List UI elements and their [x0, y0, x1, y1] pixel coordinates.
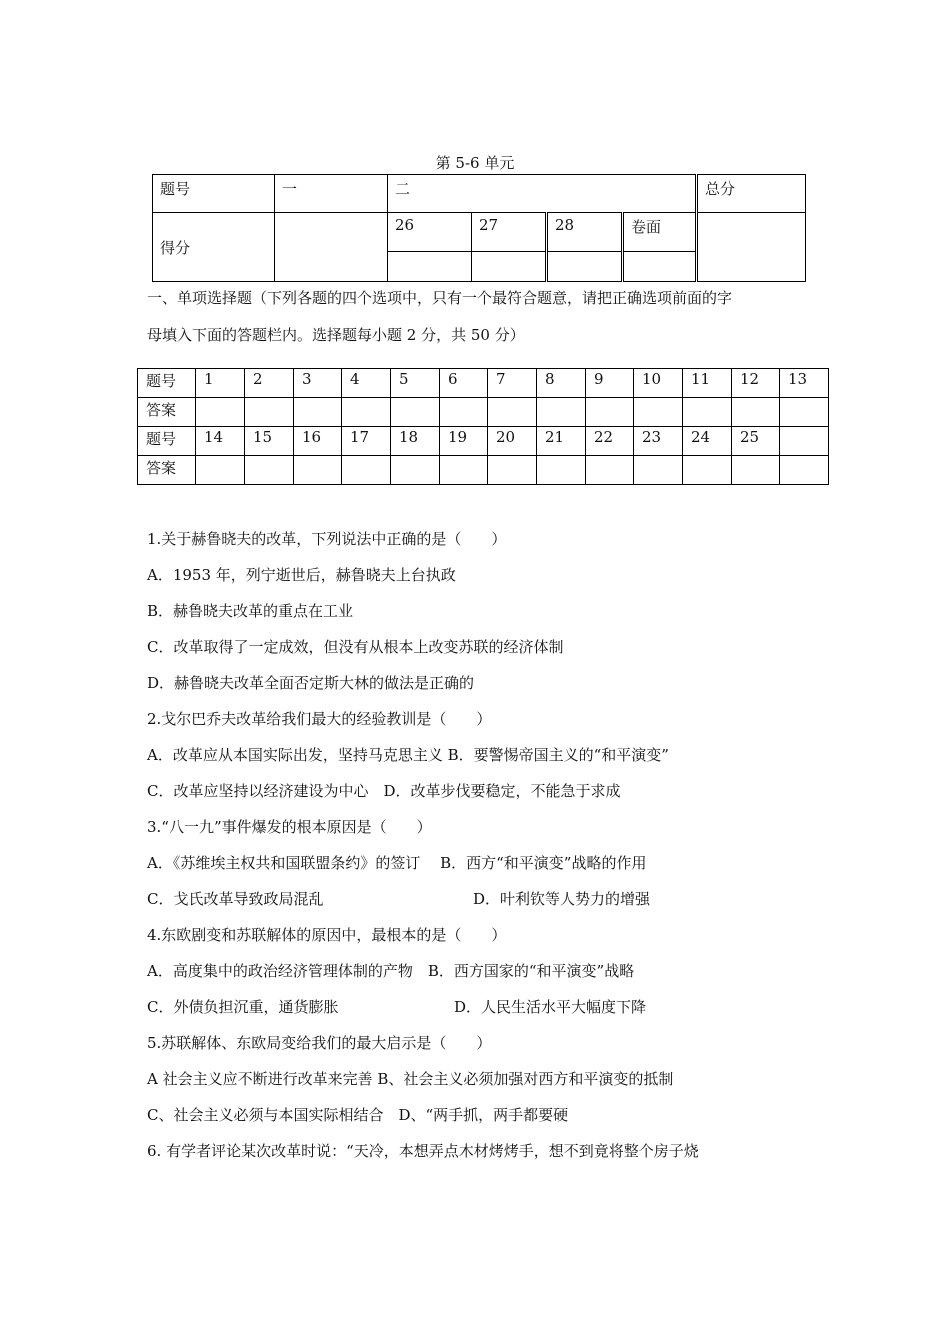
- score-part-one: 一: [275, 175, 388, 213]
- question-number: 5: [391, 369, 440, 398]
- answer-cell[interactable]: [245, 398, 294, 427]
- score-col-juanmian: 卷面: [623, 213, 697, 252]
- question-2-stem: 2.戈尔巴乔夫改革给我们最大的经验教训是（ ）: [147, 710, 492, 728]
- question-4-options-ab: A．高度集中的政治经济管理体制的产物 B．西方国家的“和平演变”战略: [147, 962, 635, 980]
- score-cell-juanmian[interactable]: [623, 252, 697, 282]
- question-number: 18: [391, 427, 440, 456]
- answer-grid-answer-row: [138, 456, 829, 485]
- question-number: 20: [488, 427, 537, 456]
- answer-grid-label: 题号: [138, 427, 196, 456]
- question-3-stem: 3.“八一九”事件爆发的根本原因是（ ）: [147, 818, 432, 836]
- answer-cell[interactable]: [196, 456, 245, 485]
- answer-cell[interactable]: [683, 456, 732, 485]
- question-1-stem: 1.关于赫鲁晓夫的改革，下列说法中正确的是（ ）: [147, 530, 507, 548]
- answer-cell[interactable]: [780, 398, 829, 427]
- question-number: 6: [440, 369, 488, 398]
- score-label-defen: 得分: [153, 213, 275, 282]
- answer-cell[interactable]: [196, 398, 245, 427]
- page-title: 第 5-6 单元: [435, 154, 515, 172]
- question-number: 23: [634, 427, 683, 456]
- answer-grid-label: 答案: [138, 456, 196, 485]
- answer-cell[interactable]: [391, 456, 440, 485]
- score-table: [152, 174, 806, 282]
- question-number: 22: [586, 427, 634, 456]
- answer-cell[interactable]: [440, 456, 488, 485]
- question-number: 24: [683, 427, 732, 456]
- question-number: 13: [780, 369, 829, 398]
- answer-cell[interactable]: [586, 398, 634, 427]
- answer-cell[interactable]: [342, 398, 391, 427]
- answer-grid-label: 答案: [138, 398, 196, 427]
- answer-cell[interactable]: [294, 398, 342, 427]
- question-number: 10: [634, 369, 683, 398]
- question-4-option-c: C．外债负担沉重，通货膨胀: [147, 998, 339, 1016]
- question-number: 21: [537, 427, 586, 456]
- question-3-options-ab: A．《苏维埃主权共和国联盟条约》的签订 B．西方“和平演变”战略的作用: [147, 854, 647, 872]
- section-one-instructions-line1: 一、单项选择题（下列各题的四个选项中，只有一个最符合题意，请把正确选项前面的字: [147, 289, 733, 307]
- score-part-two: 二: [388, 175, 697, 213]
- question-number: 2: [245, 369, 294, 398]
- answer-cell[interactable]: [440, 398, 488, 427]
- score-cell-28[interactable]: [547, 252, 623, 282]
- answer-cell[interactable]: [732, 398, 780, 427]
- score-label-tihao: 题号: [153, 175, 275, 213]
- answer-cell[interactable]: [488, 398, 537, 427]
- question-number: 3: [294, 369, 342, 398]
- question-5-options-ab: A 社会主义应不断进行改革来完善 B、社会主义必须加强对西方和平演变的抵制: [147, 1070, 674, 1088]
- question-number: 1: [196, 369, 245, 398]
- score-cell-total[interactable]: [697, 213, 806, 282]
- answer-cell[interactable]: [683, 398, 732, 427]
- question-1-option-d: D．赫鲁晓夫改革全面否定斯大林的做法是正确的: [147, 674, 475, 692]
- question-number: 19: [440, 427, 488, 456]
- question-4-option-d: D．人民生活水平大幅度下降: [454, 998, 647, 1016]
- score-col-28: 28: [547, 213, 623, 252]
- answer-grid: [137, 368, 829, 485]
- score-cell-part-one[interactable]: [275, 213, 388, 282]
- answer-cell[interactable]: [488, 456, 537, 485]
- question-3-option-c: C．戈氏改革导致政局混乱: [147, 890, 324, 908]
- question-2-options-cd: C．改革应坚持以经济建设为中心 D．改革步伐要稳定，不能急于求成: [147, 782, 621, 800]
- answer-cell[interactable]: [342, 456, 391, 485]
- answer-grid-answer-row: [138, 398, 829, 427]
- answer-cell[interactable]: [391, 398, 440, 427]
- question-number: 12: [732, 369, 780, 398]
- question-4-stem: 4.东欧剧变和苏联解体的原因中，最根本的是（ ）: [147, 926, 507, 944]
- question-2-options-ab: A．改革应从本国实际出发，坚持马克思主义 B．要警惕帝国主义的“和平演变”: [147, 746, 669, 764]
- question-1-option-a: A．1953 年，列宁逝世后，赫鲁晓夫上台执政: [147, 566, 456, 584]
- question-number: 25: [732, 427, 780, 456]
- answer-cell[interactable]: [634, 398, 683, 427]
- question-number: 9: [586, 369, 634, 398]
- answer-grid-number-row: [138, 369, 829, 398]
- question-number: 16: [294, 427, 342, 456]
- answer-grid-number-row: [138, 427, 829, 456]
- question-number: 15: [245, 427, 294, 456]
- question-number: 17: [342, 427, 391, 456]
- question-number: 8: [537, 369, 586, 398]
- answer-cell[interactable]: [732, 456, 780, 485]
- answer-cell[interactable]: [537, 398, 586, 427]
- question-5-stem: 5.苏联解体、东欧局变给我们的最大启示是（ ）: [147, 1034, 492, 1052]
- score-col-27: 27: [472, 213, 547, 252]
- answer-cell[interactable]: [780, 456, 829, 485]
- score-cell-27[interactable]: [472, 252, 547, 282]
- question-number: [780, 427, 829, 456]
- answer-cell[interactable]: [245, 456, 294, 485]
- score-col-26: 26: [388, 213, 472, 252]
- question-number: 11: [683, 369, 732, 398]
- section-one-instructions-line2: 母填入下面的答题栏内。选择题每小题 2 分，共 50 分）: [147, 326, 525, 344]
- answer-cell[interactable]: [294, 456, 342, 485]
- question-6-stem: 6. 有学者评论某次改革时说：“天冷，本想弄点木材烤烤手，想不到竟将整个房子烧: [147, 1142, 699, 1160]
- answer-cell[interactable]: [537, 456, 586, 485]
- score-cell-26[interactable]: [388, 252, 472, 282]
- question-3-option-d: D．叶利钦等人势力的增强: [473, 890, 651, 908]
- question-number: 4: [342, 369, 391, 398]
- question-1-option-c: C．改革取得了一定成效，但没有从根本上改变苏联的经济体制: [147, 638, 564, 656]
- question-5-options-cd: C、社会主义必须与本国实际相结合 D、“两手抓，两手都要硬: [147, 1106, 569, 1124]
- question-1-option-b: B．赫鲁晓夫改革的重点在工业: [147, 602, 354, 620]
- question-number: 14: [196, 427, 245, 456]
- score-total-header: 总分: [697, 175, 806, 213]
- answer-cell[interactable]: [586, 456, 634, 485]
- question-number: 7: [488, 369, 537, 398]
- answer-cell[interactable]: [634, 456, 683, 485]
- answer-grid-label: 题号: [138, 369, 196, 398]
